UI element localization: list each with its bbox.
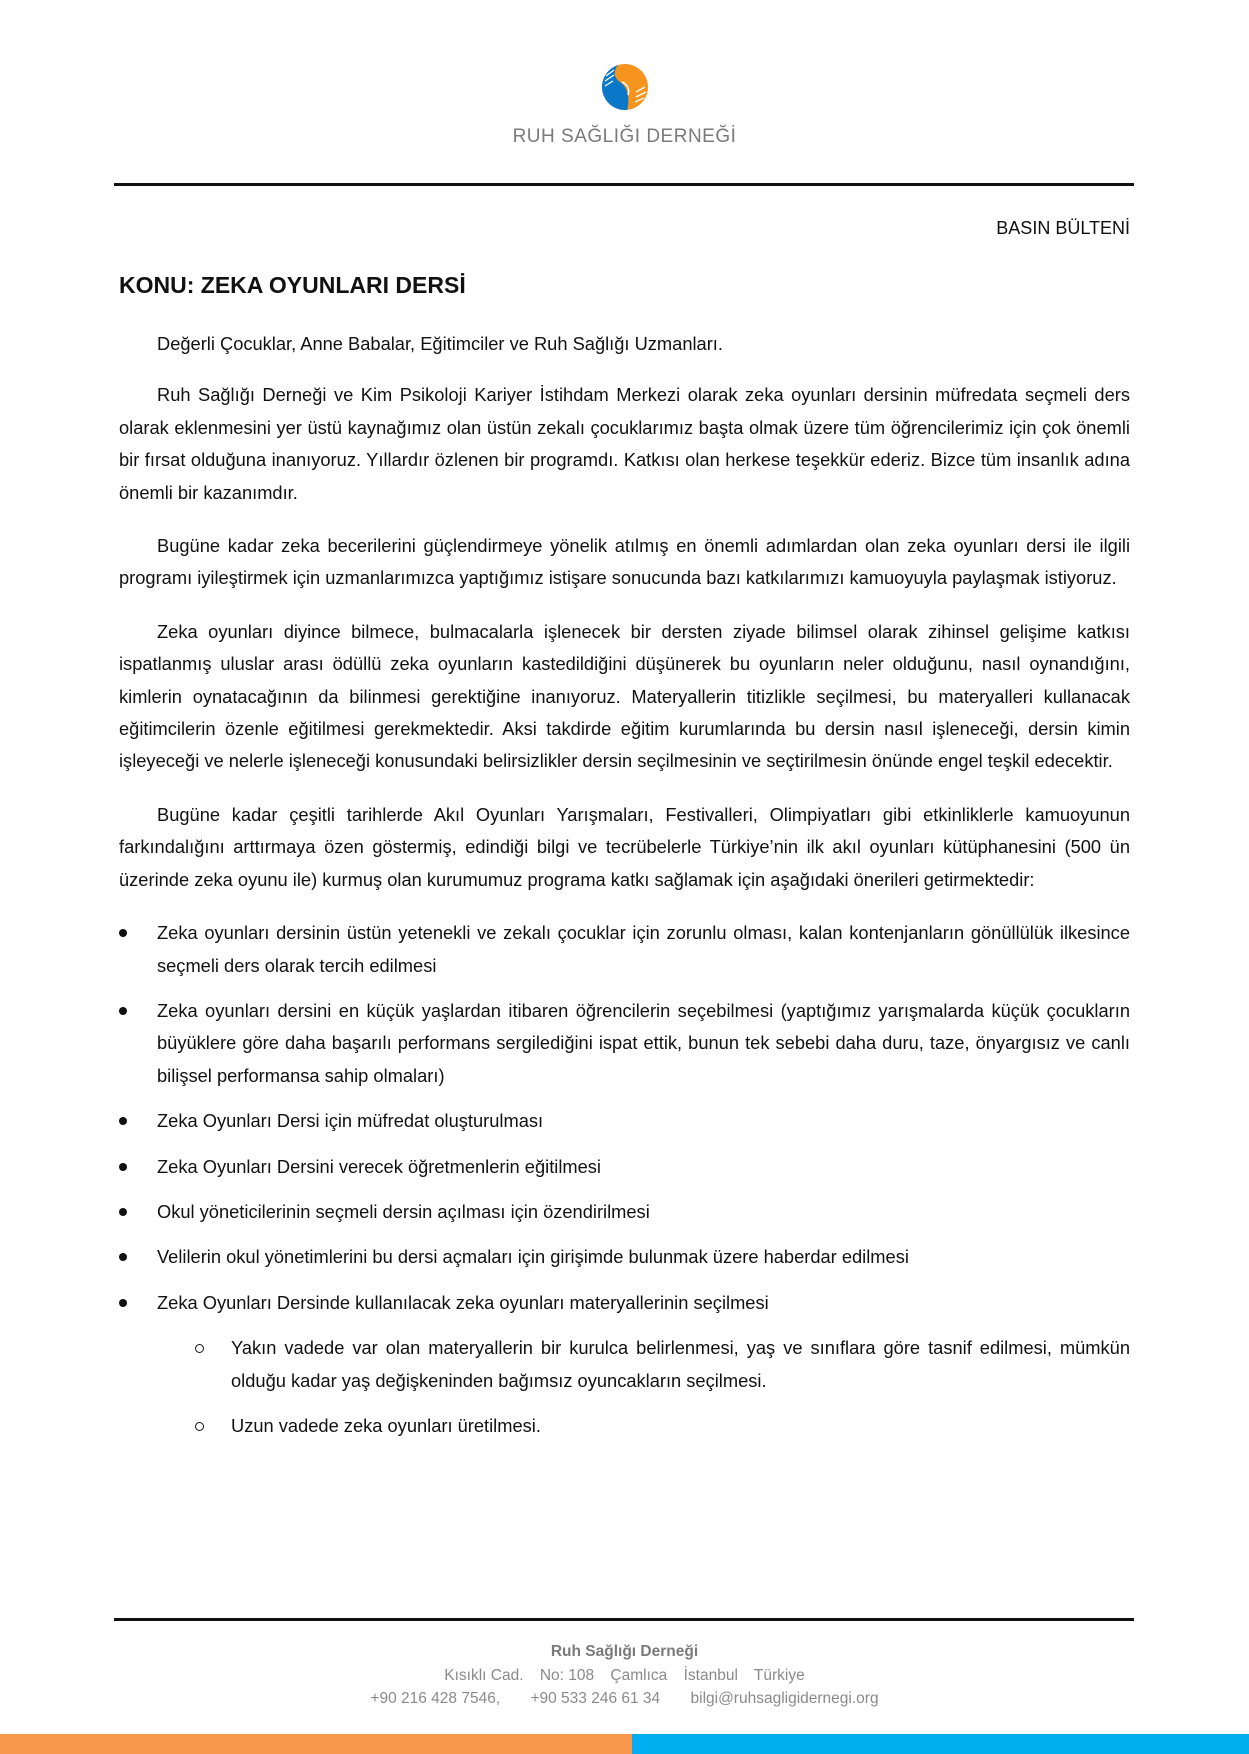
footer-org-name: Ruh Sağlığı Derneği [550, 1643, 699, 1660]
document-subject: KONU: ZEKA OYUNLARI DERSİ [119, 272, 466, 298]
salutation: Değerli Çocuklar, Anne Babalar, Eğitimciler ve Ruh Sağlığı Uzmanları. [157, 333, 723, 354]
bullet-icon [119, 929, 127, 937]
list-item: Zeka oyunları dersinin üstün yetenekli ve zekalı çocuklar için zorunlu olması, kalan kontenjanların gönüllülük ilkesince seçmeli ders olarak tercih edilmesi [119, 917, 1130, 982]
holding-hands-circle-icon [600, 62, 650, 112]
phone-1: +90 216 428 7546, [370, 1690, 501, 1707]
paragraph: Zeka oyunları diyince bilmece, bulmacalarla işlenecek bir dersten ziyade bilimsel olarak zihinsel gelişime katkısı ispatlanmış uluslar arası ödüllü zeka oyunların kastedildiğini düşünerek bu oyunların neler olduğunu, nasıl oynandığını, kimlerin oynatacağının da bilinmesi gerektiğine inanıyoruz. Materyallerin titizlikle seçilmesi, bu materyalleri kullanacak eğitimcilerin özenle eğitilmesi gerekmektedir. Aksi takdirde eğitim kurumlarında bu dersin nasıl işleneceği, dersin kimin işleyeceği ve nelerle işleneceği konusundaki belirsizlikler dersin seçilmesinin ve seçtirilmesin önünde engel teşkil edecektir. [119, 620, 1130, 772]
document-type-label: BASIN BÜLTENİ [996, 218, 1130, 238]
footer-color-bar [0, 1734, 1249, 1754]
header-divider [114, 183, 1134, 186]
bullet-icon [119, 1299, 127, 1307]
bullet-icon [119, 1253, 127, 1261]
email-link[interactable]: bilgi@ruhsagligidernegi.org [690, 1690, 879, 1707]
sub-list-item: Uzun vadede zeka oyunları üretilmesi. [193, 1410, 1130, 1442]
materials-sublist [193, 1332, 1130, 1442]
bullet-icon [119, 1117, 127, 1125]
document-body [119, 328, 1130, 1455]
paragraph: Bugüne kadar çeşitli tarihlerde Akıl Oyunları Yarışmaları, Festivalleri, Olimpiyatları gibi etkinliklerle kamuoyunun farkındalığını arttırmaya özen göstermiş, edindiği bilgi ve tecrübelerle Türkiye’nin ilk akıl oyunları kütüphanesini (500 ün üzerinde zeka oyunu ile) kurmuş olan kurumumuz programa katkı sağlamak için aşağıdaki önerileri getirmektedir: [119, 803, 1130, 890]
bullet-icon [119, 1007, 127, 1015]
list-item: Zeka Oyunları Dersi için müfredat oluşturulması [119, 1105, 1130, 1137]
footer [0, 1640, 1249, 1711]
list-item: Velilerin okul yönetimlerini bu dersi açmaları için girişimde bulunmak üzere haberdar edilmesi [119, 1241, 1130, 1273]
list-item: Zeka oyunları dersini en küçük yaşlardan itibaren öğrencilerin seçebilmesi (yaptığımız yarışmalarda küçük çocukların büyüklere göre daha başarılı performans sergilediğini ispat ettik, bunun tek sebebi daha duru, taze, önyargısız ve canlı bilişsel performansa sahip olmaları) [119, 995, 1130, 1092]
list-item: Okul yöneticilerinin seçmeli dersin açılması için özendirilmesi [119, 1196, 1130, 1228]
footer-bar-blue [632, 1734, 1249, 1754]
recommendations-list [119, 917, 1130, 1442]
organization-name: RUH SAĞLIĞI DERNEĞİ [512, 126, 737, 147]
paragraph: Ruh Sağlığı Derneği ve Kim Psikoloji Kariyer İstihdam Merkezi olarak zeka oyunları dersinin müfredata seçmeli ders olarak eklenmesini yer üstü kaynağımız olan üstün zekalı çocuklarımız başta olmak üzere tüm öğrencilerimiz için çok önemli bir fırsat olduğuna inanıyoruz. Yıllardır özlenen bir programdı. Katkısı olan herkese teşekkür ederiz. Bizce tüm insanlık adına önemli bir kazanımdır. [119, 384, 1130, 503]
phone-2: +90 533 246 61 34 [530, 1690, 661, 1707]
hollow-bullet-icon [195, 1422, 204, 1431]
footer-contact [0, 1687, 1249, 1711]
letterhead [0, 62, 1249, 148]
hollow-bullet-icon [195, 1344, 204, 1353]
paragraph: Bugüne kadar zeka becerilerini güçlendirmeye yönelik atılmış en önemli adımlardan olan zeka oyunları dersi ile ilgili programı iyileştirmek için uzmanlarımızca yaptığımız istişare sonucunda bazı katkılarımızı kamuoyuyla paylaşmak istiyoruz. [119, 535, 1130, 589]
list-item: Zeka Oyunları Dersini verecek öğretmenlerin eğitilmesi [119, 1151, 1130, 1183]
footer-bar-orange [0, 1734, 632, 1754]
bullet-icon [119, 1208, 127, 1216]
bullet-icon [119, 1163, 127, 1171]
list-item: Zeka Oyunları Dersinde kullanılacak zeka oyunları materyallerinin seçilmesi Yakın vadede var olan materyallerin bir kurulca belirlenmesi, yaş ve sınıflara göre tasnif edilmesi, mümkün olduğu kadar yaş değişkeninden bağımsız oyuncakların seçilmesi. Uzun vadede zeka oyunları üretilmesi. [119, 1287, 1130, 1443]
footer-divider [114, 1618, 1134, 1621]
footer-address: Kısıklı Cad. No: 108 Çamlıca İstanbul Türkiye [444, 1666, 805, 1684]
sub-list-item: Yakın vadede var olan materyallerin bir kurulca belirlenmesi, yaş ve sınıflara göre tasnif edilmesi, mümkün olduğu kadar yaş değişkeninden bağımsız oyuncakların seçilmesi. [193, 1332, 1130, 1397]
